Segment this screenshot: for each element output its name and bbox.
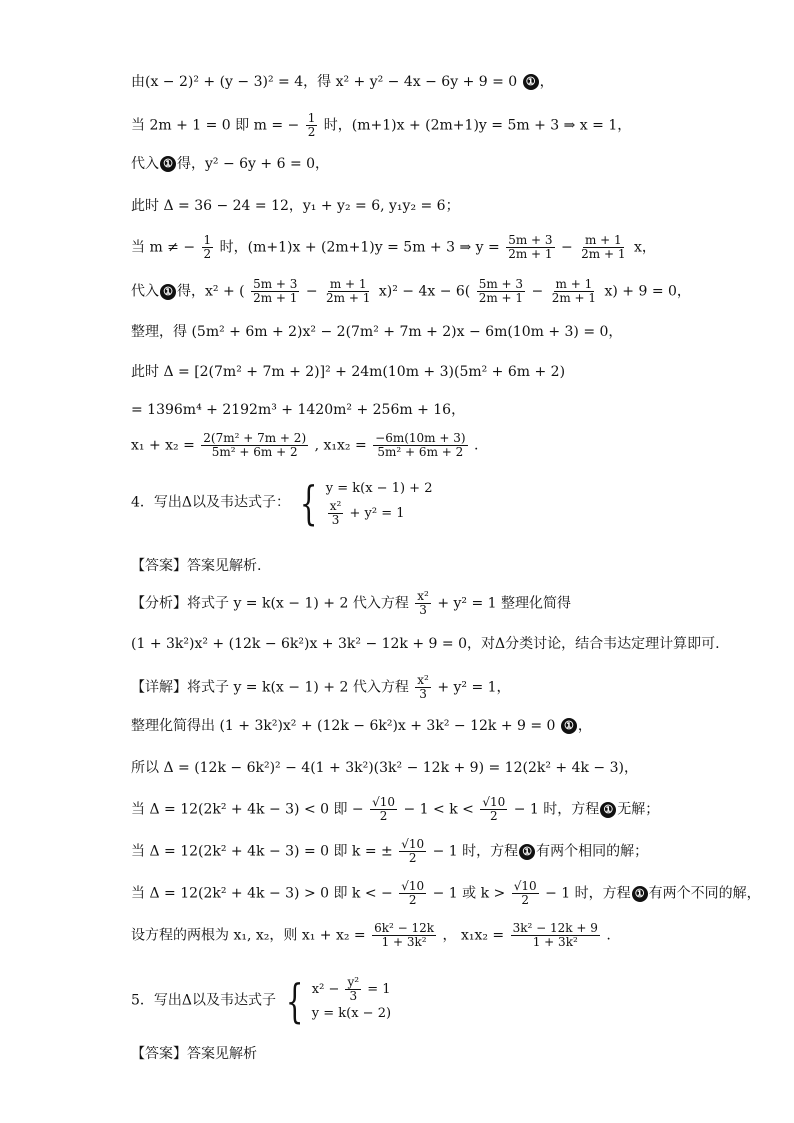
eq-line-10: x₁ + x₂ = $\frac{\text{2(7m² + 7m + 2)}}{\text{5m² + 6m + 2}}$ , x₁x₂ = $\frac{-6m(10m + 3)}{\text{5m² + 6m + 2}}$ . <box>131 431 479 459</box>
circled-one-icon: ① <box>160 284 176 300</box>
analysis-4: 【分析】将式子 y = k(x − 1) + 2 代入方程 $\frac{\text{x²}}{3}$ + y² = 1 整理化简得 <box>131 589 572 617</box>
eq-line-6: 代入 ① 得，x² + ( $\frac{5m + 3}{2m + 1}$ − $\frac{m + 1}{2m + 1}$ x)² − 4x − 6( $\frac{5m + 3}{2m + 1}$ − $\frac{m + 1}{2m + 1}$ x) + 9 = 0， <box>131 277 691 305</box>
eq-line-5: 当 m ≠ − $\frac{1}{2}$ 时，(m+1)x + (2m+1)y = 5m + 3 ⇒ y = $\frac{5m + 3}{2m + 1}$ − $\frac{m + 1}{2m + 1}$ x， <box>131 233 656 261</box>
circled-one-icon: ① <box>519 844 535 860</box>
circled-one-icon: ① <box>600 802 616 818</box>
fraction-half: $\frac{1}{2}$ <box>307 111 316 139</box>
detail-4-line-6: 当 Δ = 12(2k² + 4k − 3) > 0 即 k < − $\frac{√10}{2}$ − 1 或 k > $\frac{√10}{2}$ − 1 时，方程 ① 有两个不同的解， <box>131 879 761 907</box>
detail-4-line-2: 整理化简得出 (1 + 3k²)x² + (12k − 6k²)x + 3k² − 12k + 9 = 0 ① ， <box>131 718 592 734</box>
analysis-4-line-2: (1 + 3k²)x² + (12k − 6k²)x + 3k² − 12k + 9 = 0，对Δ分类讨论，结合韦达定理计算即可. <box>131 636 720 652</box>
eq-line-1: 由(x − 2)² + (y − 3)² = 4，得 x² + y² − 4x − 6y + 9 = 0 ① ， <box>131 74 554 90</box>
eq-line-4: 此时 Δ = 36 − 24 = 12，y₁ + y₂ = 6, y₁y₂ = 6； <box>131 198 460 214</box>
problem-5: 5．写出Δ以及韦达式子 { x² − $\frac{\text{y²}}{3}$ = 1 y = k(x − 2) <box>131 973 392 1028</box>
eq-line-3: 代入 ① 得，y² − 6y + 6 = 0， <box>131 156 330 172</box>
detail-4-line-4: 当 Δ = 12(2k² + 4k − 3) < 0 即 − $\frac{√10}{2}$ − 1 < k < $\frac{√10}{2}$ − 1 时，方程 ① 无解； <box>131 795 660 823</box>
answer-4: 【答案】答案见解析. <box>131 558 262 574</box>
circled-one-icon: ① <box>632 886 648 902</box>
circled-one-icon: ① <box>561 718 577 734</box>
problem-4: 4．写出Δ以及韦达式子： { y = k(x − 1) + 2 $\frac{\text{x²}}{3}$ + y² = 1 <box>131 475 433 530</box>
circled-one-icon: ① <box>523 74 539 90</box>
eq-line-7: 整理，得 (5m² + 6m + 2)x² − 2(7m² + 7m + 2)x − 6m(10m + 3) = 0， <box>131 324 623 340</box>
circled-one-icon: ① <box>160 156 176 172</box>
answer-5: 【答案】答案见解析 <box>131 1046 257 1062</box>
eq-line-9: = 1396m⁴ + 2192m³ + 1420m² + 256m + 16， <box>131 402 466 418</box>
detail-4-line-5: 当 Δ = 12(2k² + 4k − 3) = 0 即 k = ± $\frac{√10}{2}$ − 1 时，方程 ① 有两个相同的解； <box>131 837 649 865</box>
detail-4-line-7: 设方程的两根为 x₁, x₂，则 x₁ + x₂ = $\frac{\text{6k² − 12k}}{\text{1 + 3k²}}$ ， x₁x₂ = $\frac{\text{3k² − 12k + 9}}{\text{1 + 3k²}}$ . <box>131 921 611 949</box>
detail-4: 【详解】将式子 y = k(x − 1) + 2 代入方程 $\frac{\text{x²}}{3}$ + y² = 1， <box>131 673 511 701</box>
detail-4-line-3: 所以 Δ = (12k − 6k²)² − 4(1 + 3k²)(3k² − 12k + 9) = 12(2k² + 4k − 3)， <box>131 760 638 776</box>
eq-line-2: 当 2m + 1 = 0 即 m = − $\frac{1}{2}$ 时，(m+1)x + (2m+1)y = 5m + 3 ⇒ x = 1， <box>131 111 632 139</box>
eq-line-8: 此时 Δ = [2(7m² + 7m + 2)]² + 24m(10m + 3)(5m² + 6m + 2) <box>131 364 566 380</box>
